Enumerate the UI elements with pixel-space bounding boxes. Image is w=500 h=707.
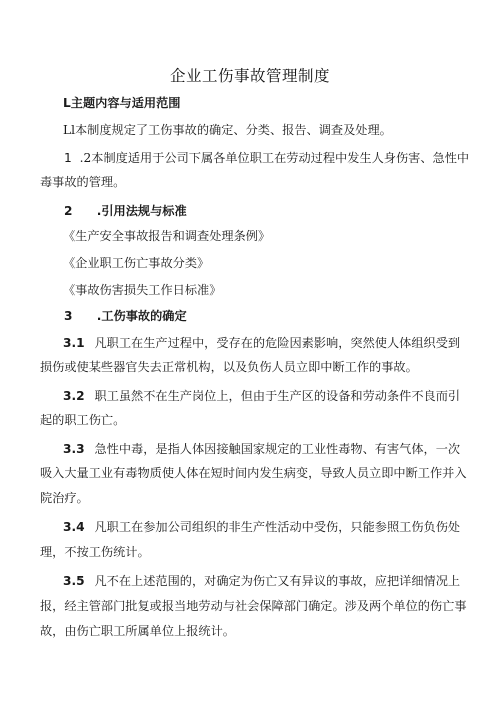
clause-1-2-number: 1: [64, 151, 72, 165]
clause-1-1: Ll本制度规定了工伤事故的确定、分类、报告、调查及处理。: [63, 123, 392, 137]
clause-1-2-line: [64, 150, 469, 166]
clause-3-2-line: [63, 388, 460, 404]
clause-3-3-line: [63, 441, 460, 457]
clause-1-2-text: .2本制度适用于公司下属各单位职工在劳动过程中发生人身伤害、急性中: [79, 151, 470, 165]
reference-2: 《企业职工伤亡事故分类》: [63, 256, 210, 270]
clause-3-4-number: 3.4: [63, 520, 85, 534]
document-title: 企业工伤事故管理制度: [169, 67, 330, 85]
clause-3-2-text: 职工虽然不在生产岗位上，但由于生产区的设备和劳动条件不良而引: [94, 389, 461, 403]
clause-3-3-continuation-2: 院治疗。: [40, 491, 89, 505]
section-2-heading-line: [64, 203, 187, 219]
clause-3-5-continuation-2: 故，由伤亡职工所属单位上报统计。: [40, 624, 235, 638]
clause-3-1-number: 3.1: [63, 336, 85, 350]
clause-1-2-continuation: 毒事故的管理。: [40, 175, 126, 189]
clause-3-4-line: [63, 519, 460, 535]
reference-1: 《生产安全事故报告和调查处理条例》: [63, 229, 271, 243]
section-3-number: 3: [64, 309, 73, 323]
clause-3-5-continuation-1: 报，经主管部门批复或报当地劳动与社会保障部门确定。涉及两个单位的伤亡事: [40, 599, 467, 613]
clause-3-4-continuation: 理，不按工伤统计。: [40, 545, 150, 559]
section-2-heading: .引用法规与标准: [96, 204, 187, 218]
section-3-heading-line: [64, 308, 187, 324]
clause-3-1-continuation: 损伤或使某些器官失去正常机构，以及负伤人员立即中断工作的事故。: [40, 360, 418, 374]
clause-3-5-number: 3.5: [63, 574, 85, 588]
section-2-number: 2: [64, 204, 73, 218]
reference-3: 《事故伤害损失工作日标准》: [63, 283, 222, 297]
clause-3-3-number: 3.3: [63, 442, 85, 456]
clause-3-3-text: 急性中毒，是指人体因接触国家规定的工业性毒物、有害气体，一次: [94, 442, 461, 456]
clause-3-4-text: 凡职工在参加公司组织的非生产性活动中受伤，只能参照工伤负伤处: [94, 520, 461, 534]
clause-3-5-line: [63, 573, 460, 589]
clause-3-5-text: 凡不在上述范围的，对确定为伤亡又有异议的事故，应把详细情况上: [94, 574, 461, 588]
section-1-heading: L主题内容与适用范围: [63, 96, 181, 110]
clause-3-2-continuation: 起的职工伤亡。: [40, 413, 126, 427]
section-3-heading: .工伤事故的确定: [96, 309, 187, 323]
clause-3-1-text: 凡职工在生产过程中，受存在的危险因素影响，突然使人体组织受到: [94, 336, 461, 350]
clause-3-2-number: 3.2: [63, 389, 85, 403]
clause-3-3-continuation-1: 吸入大量工业有毒物质使人体在短时间内发生病变，导致人员立即中断工作并入: [40, 466, 467, 480]
clause-3-1-line: [63, 335, 460, 351]
